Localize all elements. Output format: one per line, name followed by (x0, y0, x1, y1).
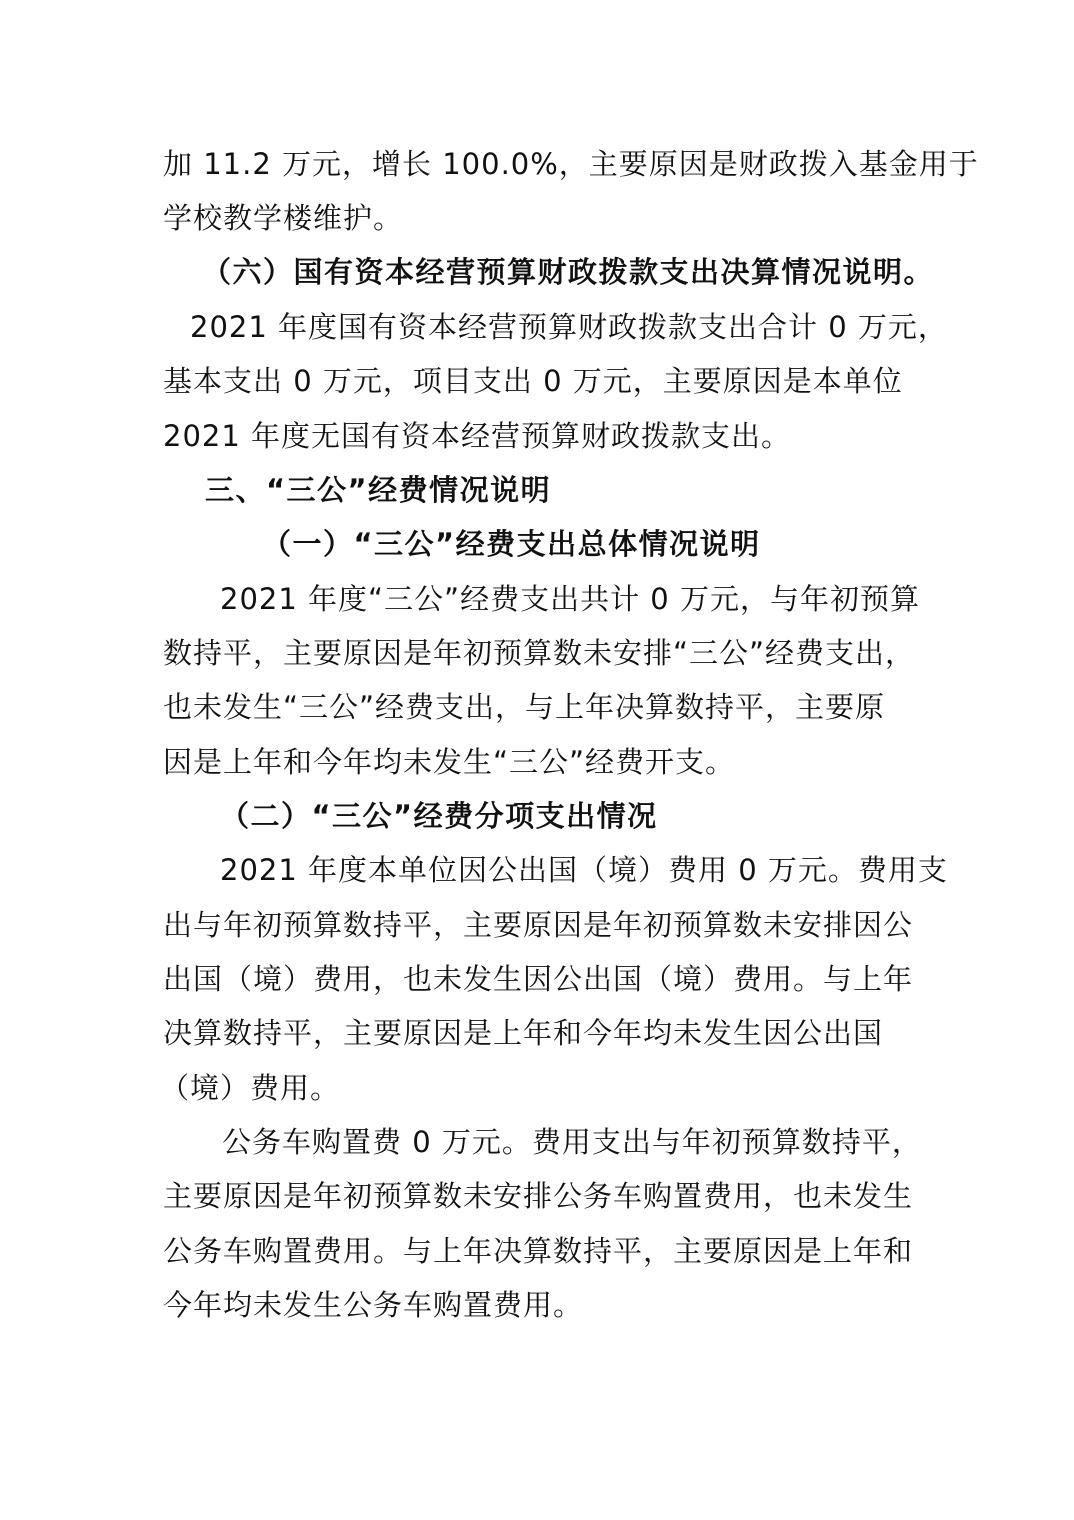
body-text-line: 学校教学楼维护。 (163, 201, 404, 235)
body-text-line: 出与年初预算数持平，主要原因是年初预算数未安排因公 (163, 908, 914, 942)
body-text-line: 主要原因是年初预算数未安排公务车购置费用，也未发生 (163, 1179, 914, 1213)
body-text-line: 今年均未发生公务车购置费用。 (163, 1288, 584, 1322)
chapter-heading-three: 三、“三公”经费情况说明 (205, 473, 552, 507)
body-text-line: 因是上年和今年均未发生“三公”经费开支。 (163, 745, 736, 779)
body-text-line: 基本支出 0 万元，项目支出 0 万元，主要原因是本单位 (163, 364, 903, 398)
body-text-line: 2021 年度本单位因公出国（境）费用 0 万元。费用支 (220, 853, 948, 887)
body-text-line: 公务车购置费 0 万元。费用支出与年初预算数持平， (222, 1125, 922, 1159)
body-text-line: 2021 年度“三公”经费支出共计 0 万元，与年初预算 (220, 582, 920, 616)
body-text-line: 加 11.2 万元，增长 100.0%，主要原因是财政拨入基金用于 (163, 147, 979, 181)
body-text-line: 数持平，主要原因是年初预算数未安排“三公”经费支出， (163, 636, 916, 670)
section-heading-6: （六）国有资本经营预算财政拨款支出决算情况说明。 (202, 255, 935, 289)
body-text-line: 决算数持平，主要原因是上年和今年均未发生因公出国 (163, 1016, 884, 1050)
body-text-line: 公务车购置费用。与上年决算数持平，主要原因是上年和 (163, 1234, 914, 1268)
body-text-line: 也未发生“三公”经费支出，与上年决算数持平，主要原 (163, 690, 886, 724)
body-text-line: 出国（境）费用，也未发生因公出国（境）费用。与上年 (163, 962, 914, 996)
subsection-heading-1: （一）“三公”经费支出总体情况说明 (262, 527, 761, 561)
body-text-line: （境）费用。 (160, 1071, 341, 1105)
body-text-line: 2021 年度无国有资本经营预算财政拨款支出。 (163, 419, 792, 453)
body-text-line: 2021 年度国有资本经营预算财政拨款支出合计 0 万元， (190, 310, 948, 344)
subsection-heading-2: （二）“三公”经费分项支出情况 (220, 799, 658, 833)
